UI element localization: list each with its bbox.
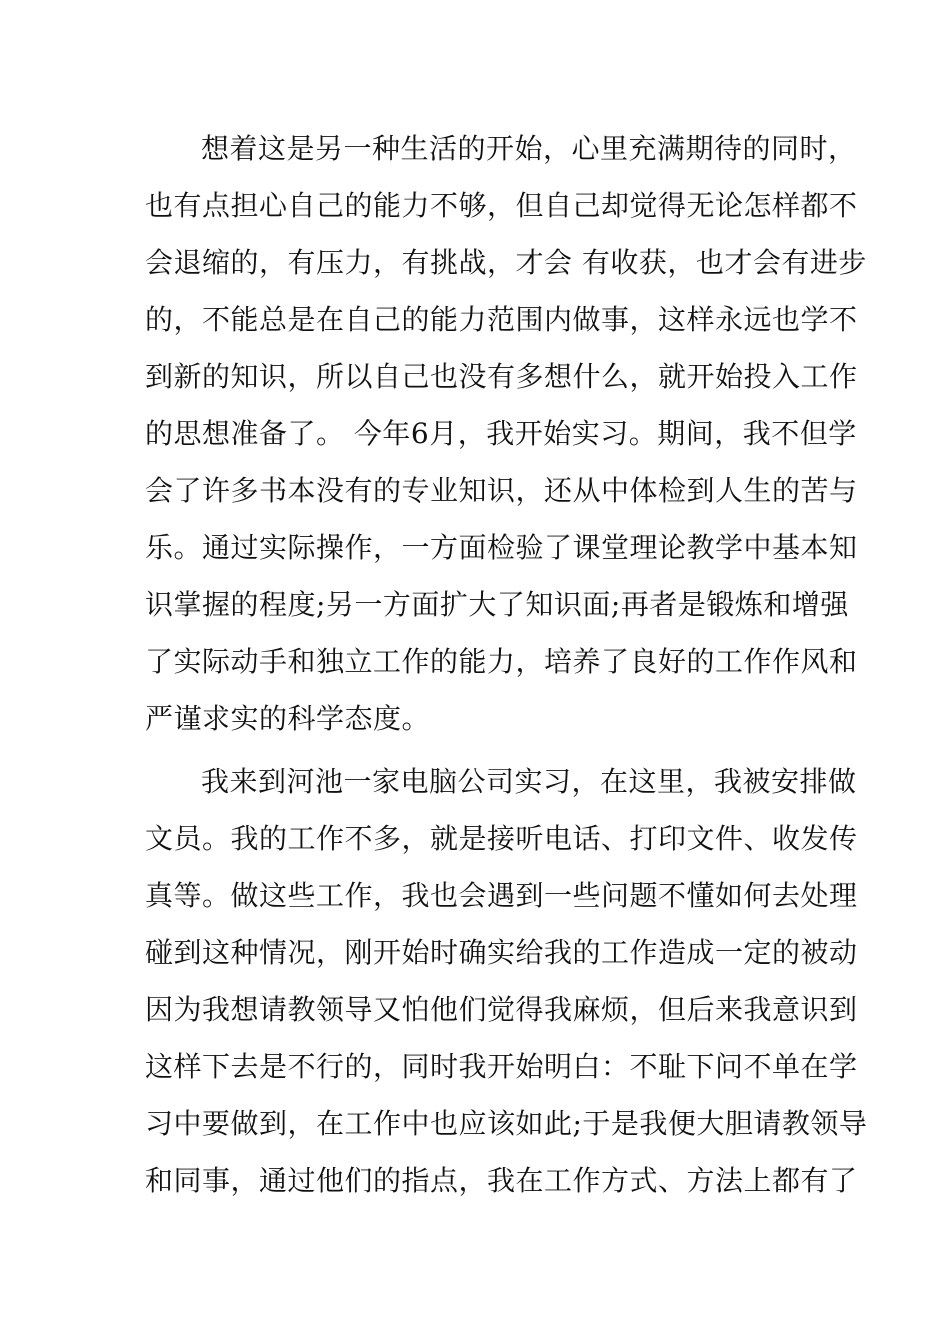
paragraph-1-line-3: 会退缩的，有压力，有挑战，才会 有收获，也才会有进步 (145, 246, 867, 279)
paragraph-1-line-10: 了实际动手和独立工作的能力，培养了良好的工作作风和 (145, 645, 858, 678)
paragraph-1-line-8: 乐。通过实际操作，一方面检验了课堂理论教学中基本知 (145, 531, 858, 564)
paragraph-1-line-2: 也有点担心自己的能力不够，但自己却觉得无论怎样都不 (145, 189, 858, 222)
paragraph-1-line-9: 识掌握的程度;另一方面扩大了知识面;再者是锻炼和增强 (145, 588, 849, 621)
paragraph-1-line-4: 的，不能总是在自己的能力范围内做事，这样永远也学不 (145, 303, 858, 336)
paragraph-2-line-5: 因为我想请教领导又怕他们觉得我麻烦，但后来我意识到 (145, 993, 858, 1026)
paragraph-2-line-8: 和同事，通过他们的指点，我在工作方式、方法上都有了 (145, 1164, 858, 1197)
paragraph-2-line-3: 真等。做这些工作，我也会遇到一些问题不懂如何去处理 (145, 879, 858, 912)
paragraph-1-line-7: 会了许多书本没有的专业知识，还从中体检到人生的苦与 (145, 474, 858, 507)
paragraph-2-line-4: 碰到这种情况，刚开始时确实给我的工作造成一定的被动 (145, 936, 858, 969)
paragraph-1-line-11: 严谨求实的科学态度。 (145, 702, 431, 735)
document-body (145, 0, 868, 1344)
paragraph-2-line-6: 这样下去是不行的，同时我开始明白：不耻下问不单在学 (145, 1050, 858, 1083)
paragraph-1-line-5: 到新的知识，所以自己也没有多想什么，就开始投入工作 (145, 360, 858, 393)
paragraph-1-line-1: 想着这是另一种生活的开始，心里充满期待的同时， (201, 132, 857, 165)
paragraph-2-line-2: 文员。我的工作不多，就是接听电话、打印文件、收发传 (145, 822, 858, 855)
paragraph-2-line-7: 习中要做到，在工作中也应该如此;于是我便大胆请教领导 (145, 1107, 868, 1140)
paragraph-1-line-6: 的思想准备了。 今年6月，我开始实习。期间，我不但学 (145, 417, 857, 450)
paragraph-2-line-1: 我来到河池一家电脑公司实习，在这里，我被安排做 (201, 765, 857, 798)
